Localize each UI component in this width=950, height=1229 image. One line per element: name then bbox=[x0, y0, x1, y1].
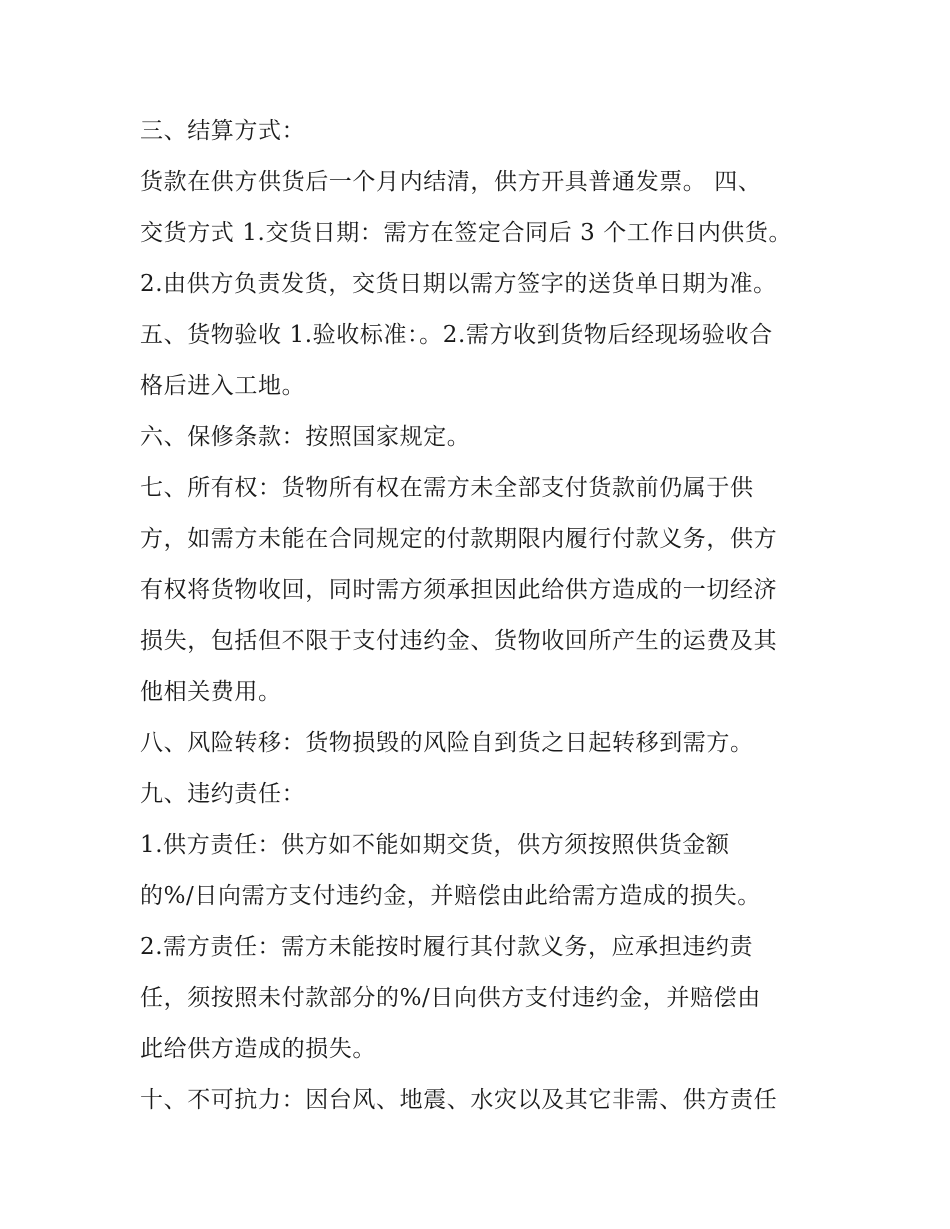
document-body bbox=[140, 106, 830, 1126]
section-heading-risk-transfer: 八、风险转移：货物损毁的风险自到货之日起转移到需方。 bbox=[140, 730, 754, 756]
paragraph-line: 五、货物验收 1.验收标准：。2.需方收到货物后经现场验收合 bbox=[140, 322, 773, 348]
paragraph-line: 有权将货物收回，同时需方须承担因此给供方造成的一切经济 bbox=[140, 577, 778, 603]
paragraph-line: 方，如需方未能在合同规定的付款期限内履行付款义务，供方 bbox=[140, 526, 778, 552]
paragraph-line: 任，须按照未付款部分的%/日向供方支付违约金，并赔偿由 bbox=[140, 985, 761, 1011]
section-heading-settlement: 三、结算方式： bbox=[140, 118, 306, 144]
paragraph-line: 1.供方责任：供方如不能如期交货，供方须按照供货金额 bbox=[140, 832, 730, 858]
section-heading-force-majeure: 十、不可抗力：因台风、地震、水灾以及其它非需、供方责任 bbox=[140, 1087, 778, 1113]
paragraph-line: 此给供方造成的损失。 bbox=[140, 1036, 376, 1062]
section-heading-liability: 九、违约责任： bbox=[140, 781, 306, 807]
section-heading-warranty: 六、保修条款：按照国家规定。 bbox=[140, 424, 471, 450]
paragraph-line: 2.由供方负责发货，交货日期以需方签字的送货单日期为准。 bbox=[140, 271, 777, 297]
paragraph-line: 2.需方责任：需方未能按时履行其付款义务，应承担违约责 bbox=[140, 934, 754, 960]
paragraph-line: 损失，包括但不限于支付违约金、货物收回所产生的运费及其 bbox=[140, 628, 778, 654]
paragraph-line: 他相关费用。 bbox=[140, 679, 282, 705]
paragraph-line: 货款在供方供货后一个月内结清，供方开具普通发票。 四、 bbox=[140, 169, 762, 195]
section-heading-ownership: 七、所有权：货物所有权在需方未全部支付货款前仍属于供 bbox=[140, 475, 754, 501]
paragraph-line: 的%/日向需方支付违约金，并赔偿由此给需方造成的损失。 bbox=[140, 883, 761, 909]
paragraph-line: 交货方式 1.交货日期：需方在签定合同后 3 个工作日内供货。 bbox=[140, 220, 793, 246]
paragraph-line: 格后进入工地。 bbox=[140, 373, 306, 399]
